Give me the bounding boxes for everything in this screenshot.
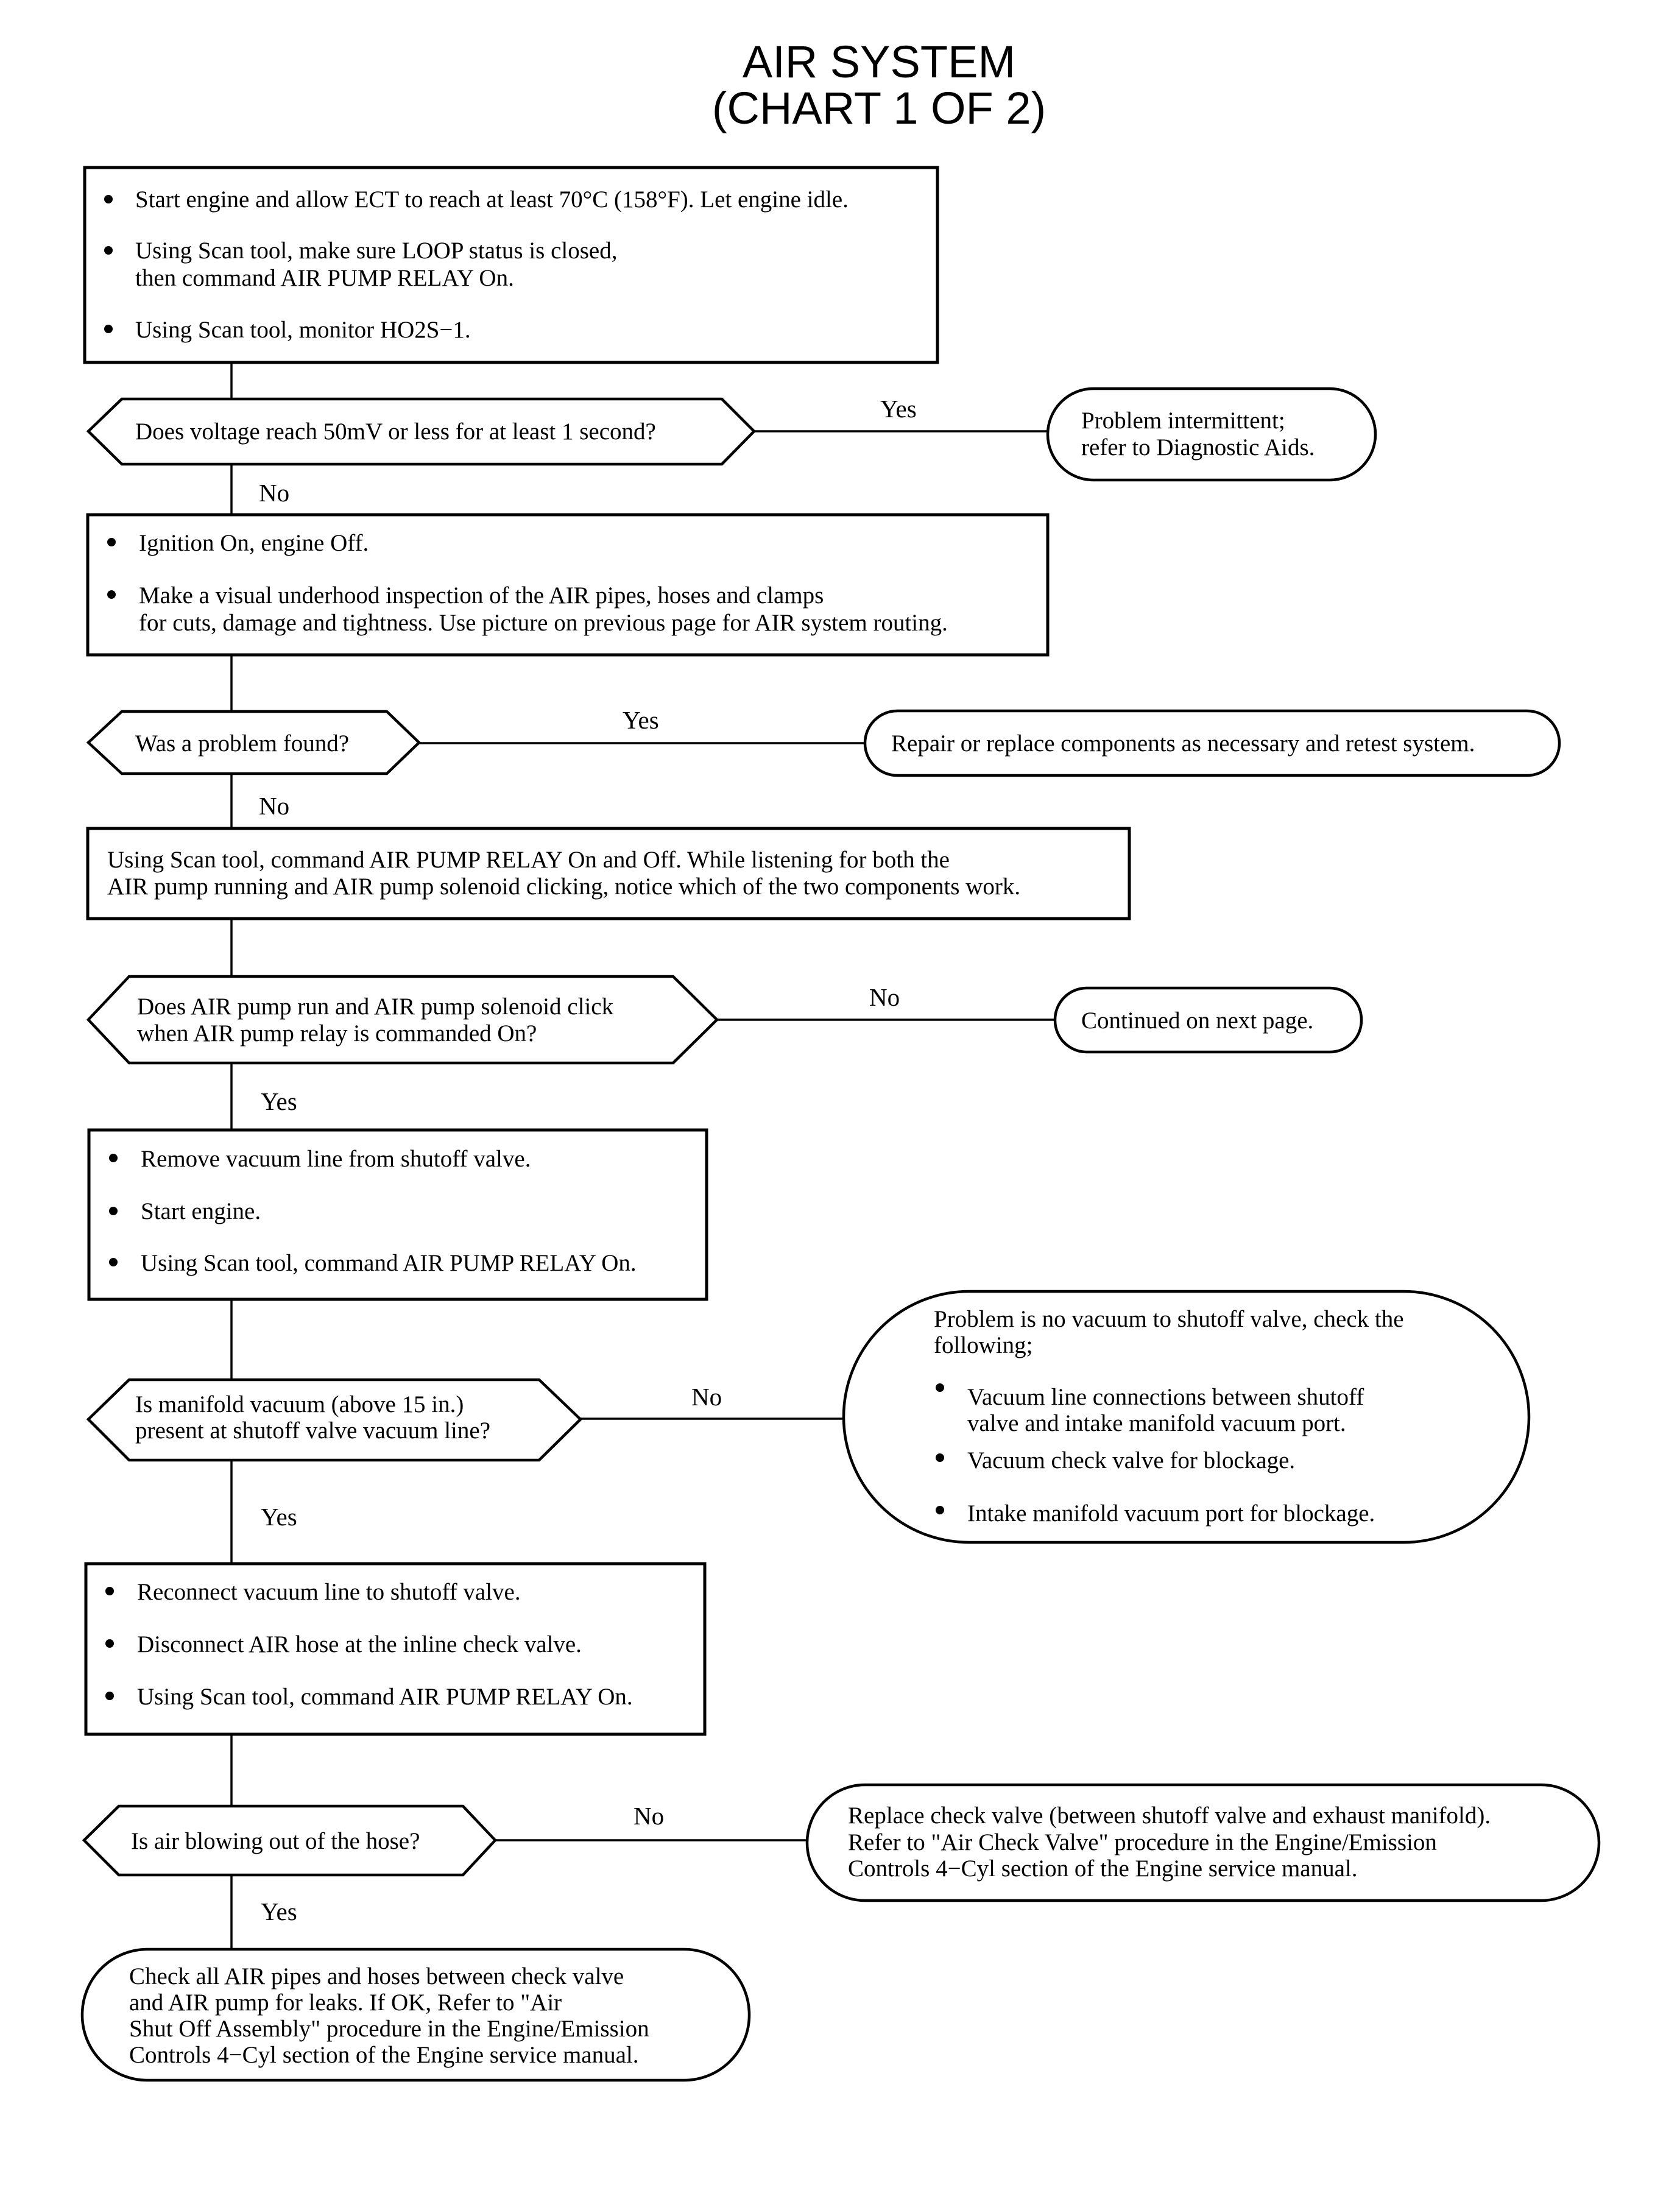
outcome4-bullet1: Vacuum line connections between shutoff [967,1384,1364,1410]
decision4-yes-label: Yes [261,1503,297,1531]
step3-box [88,828,1129,919]
step4-bullet1: Remove vacuum line from shutoff valve. [141,1146,531,1172]
step1-bullet2-cont: then command AIR PUMP RELAY On. [135,265,514,291]
chart-title-line2: (CHART 1 OF 2) [711,83,1046,133]
outcome6-line2: and AIR pump for leaks. If OK, Refer to "Air [129,1989,562,2016]
decision2-question: Was a problem found? [135,730,349,757]
step5-box [86,1564,705,1734]
outcome5-line1: Replace check valve (between shutoff valve and exhaust manifold). [848,1802,1491,1829]
outcome5-line3: Controls 4−Cyl section of the Engine service manual. [848,1855,1358,1882]
step4-bullet3: Using Scan tool, command AIR PUMP RELAY On. [141,1250,637,1276]
step5-bullet3: Using Scan tool, command AIR PUMP RELAY On. [137,1684,633,1710]
outcome4-bullet2: Vacuum check valve for blockage. [967,1447,1296,1474]
decision5 [84,1806,495,1875]
decision4-question-line2: present at shutoff valve vacuum line? [135,1417,491,1444]
step2-bullet2-cont: for cuts, damage and tightness. Use picture on previous page for AIR system routing. [139,610,948,636]
chart-title-line1: AIR SYSTEM [742,37,1016,87]
bullet-icon [109,1154,118,1162]
outcome4-line1: Problem is no vacuum to shutoff valve, check the [934,1306,1404,1332]
step3-line2: AIR pump running and AIR pump solenoid clicking, notice which of the two components work. [107,874,1021,900]
step2-bullet2: Make a visual underhood inspection of the AIR pipes, hoses and clamps [139,582,824,609]
bullet-icon [109,1258,118,1266]
bullet-icon [105,1587,114,1595]
bullet-icon [104,325,113,333]
outcome1-terminal [1048,389,1375,480]
bullet-icon [936,1506,944,1514]
bullet-icon [105,1639,114,1648]
outcome1-line1: Problem intermittent; [1081,408,1285,434]
step4-bullet2: Start engine. [141,1198,261,1224]
outcome6-terminal [82,1949,749,2080]
step5-bullet2: Disconnect AIR hose at the inline check valve. [137,1631,582,1658]
step1-box [85,168,937,362]
decision4-no-label: No [691,1383,722,1411]
decision1-no-label: No [259,479,290,507]
outcome6-line1: Check all AIR pipes and hoses between check valve [129,1963,624,1989]
decision2 [88,711,419,774]
decision4-question-line1: Is manifold vacuum (above 15 in.) [135,1391,464,1417]
decision2-no-label: No [259,792,290,820]
outcome4-bullet1-cont: valve and intake manifold vacuum port. [967,1410,1346,1436]
step4-box [89,1130,707,1299]
step1-bullet2: Using Scan tool, make sure LOOP status is closed, [135,238,618,264]
outcome2-terminal [865,711,1559,775]
outcome6-line4: Controls 4−Cyl section of the Engine service manual. [129,2042,639,2068]
step5-bullet1: Reconnect vacuum line to shutoff valve. [137,1579,521,1605]
decision3-no-label: No [869,983,900,1011]
outcome4-line2: following; [934,1332,1033,1358]
bullet-icon [107,590,116,599]
step2-box [88,515,1048,655]
decision3-question-line1: Does AIR pump run and AIR pump solenoid click [137,994,614,1020]
decision5-question: Is air blowing out of the hose? [131,1828,420,1854]
bullet-icon [936,1383,944,1392]
bullet-icon [936,1453,944,1462]
decision3-question-line2: when AIR pump relay is commanded On? [137,1020,537,1047]
decision3 [88,976,717,1063]
decision1-question: Does voltage reach 50mV or less for at least 1 second? [135,418,656,445]
outcome3-terminal [1055,988,1361,1052]
bullet-icon [104,195,113,203]
step1-bullet1: Start engine and allow ECT to reach at least 70°C (158°F). Let engine idle. [135,186,849,213]
outcome6-line3: Shut Off Assembly" procedure in the Engine/Emission [129,2016,649,2042]
decision5-yes-label: Yes [261,1898,297,1926]
step1-bullet3: Using Scan tool, monitor HO2S−1. [135,317,471,343]
decision3-yes-label: Yes [261,1087,297,1115]
decision1 [88,399,754,464]
decision5-no-label: No [634,1802,665,1830]
decision1-yes-label: Yes [880,395,917,423]
bullet-icon [104,246,113,255]
step2-bullet1: Ignition On, engine Off. [139,530,369,556]
bullet-icon [107,538,116,546]
bullet-icon [105,1692,114,1700]
outcome4-bullet3: Intake manifold vacuum port for blockage. [967,1500,1375,1527]
outcome2-line1: Repair or replace components as necessary and retest system. [891,730,1475,757]
outcome4-terminal [844,1291,1529,1542]
outcome5-line2: Refer to "Air Check Valve" procedure in the Engine/Emission [848,1829,1437,1855]
step3-line1: Using Scan tool, command AIR PUMP RELAY On and Off. While listening for both the [107,847,950,873]
decision2-yes-label: Yes [623,706,659,734]
bullet-icon [109,1207,118,1215]
decision4 [88,1380,581,1460]
outcome3-line1: Continued on next page. [1081,1008,1314,1034]
outcome5-terminal [807,1785,1599,1901]
outcome1-line2: refer to Diagnostic Aids. [1081,434,1315,461]
